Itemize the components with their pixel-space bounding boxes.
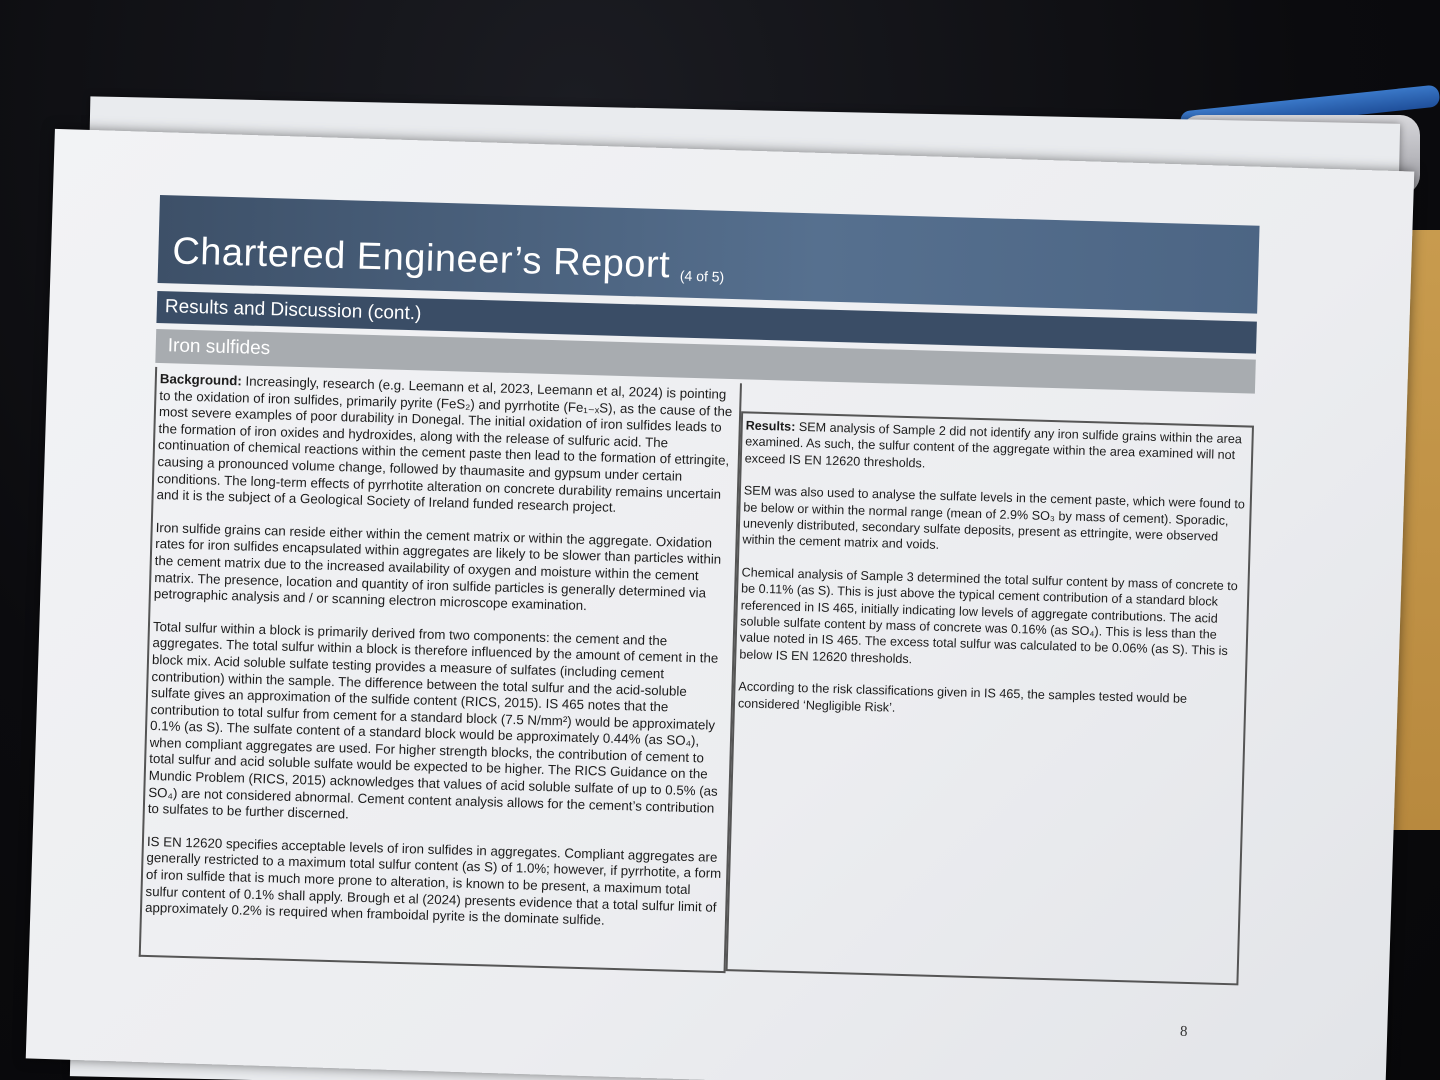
- left-paragraph-4: IS EN 12620 specifies acceptable levels of iron sulfides in aggregates. Compliant aggregates are generally restricted to a maximum total sulfur content (as S) of 1.0%; however, if pyrrhotite, a form of iron sulfide that is much more prone to alteration, is known to be present, a maximum total sulfur content of 0.1% shall apply. Brough et al (2024) presents evidence that a total sulfur limit of approximately 0.2% is required when framboidal pyrite is the dominate sulfide.: [144, 833, 722, 928]
- right-paragraph-4: According to the risk classifications given in IS 465, the samples tested would be considered ‘Negligible Risk’.: [737, 679, 1188, 715]
- section-heading: Results and Discussion (cont.): [156, 291, 1256, 354]
- page-of-label: (4 of 5): [679, 267, 725, 285]
- right-column: [725, 411, 1254, 985]
- results-label: Results:: [745, 418, 796, 434]
- background-text: Increasingly, research (e.g. Leemann et al, 2023, Leemann et al, 2024) is pointing to the oxidation of iron sulfides, primarily pyrite (FeS₂) and pyrrhotite (Fe₁₋ₓS), as the cause of the most severe examples of poor durability in Donegal. The initial oxidation of iron sulfides leads to the formation of iron oxides and hydroxides, along with the release of sulfuric acid. The continuation of chemical reactions within the cement paste then lead to the formation of ettringite, causing a pronounced volume change, followed by thaumasite and gypsum under certain conditions. The long-term effects of pyrrhotite alteration on concrete durability remains uncertain and it is the subject of a Geological Society of Ireland funded research project.: [156, 373, 733, 516]
- two-column-body: [139, 367, 1255, 987]
- report-page: [139, 195, 1260, 1041]
- page-number: 8: [1179, 1023, 1188, 1041]
- right-paragraph-2: SEM was also used to analyse the sulfate levels in the cement paste, which were found to be below or within the normal range (mean of 2.9% SO₃ by mass of cement). Sporadic, unevenly distributed, secondary sulfate deposits, present as ettringite, were observed within the cement matrix and voids.: [742, 483, 1246, 553]
- right-paragraph-3: Chemical analysis of Sample 3 determined the total sulfur content by mass of concrete to be 0.11% (as S). This is just above the typical cement contribution of a standard block referenced in IS 465, initially indicating low levels of aggregate contributions. The acid soluble sulfate content by mass of concrete was 0.16% (as SO₄). This is less than the value noted in IS 465. The excess total sulfur was calculated to be 0.06% (as S). This is below IS EN 12620 thresholds.: [739, 565, 1238, 667]
- left-paragraph-2: Iron sulfide grains can reside either within the cement matrix or within the aggregate. Oxidation rates for iron sulfides encapsulated within aggregates are likely to be slower than particles within the cement matrix due to the increased availability of oxygen and moisture within the cement matrix. The presence, location and quantity of iron sulfide particles is generally determined via petrographic analysis and / or scanning electron microscope examination.: [153, 519, 722, 614]
- left-paragraph-3: Total sulfur within a block is primarily derived from two components: the cement and the aggregates. The total sulfur within a block is therefore influenced by the amount of cement in the block mix. Acid soluble sulfate testing provides a measure of sulfates (including cement contribution) within the sample. The difference between the total sulfur and the acid-soluble sulfate gives an approximation of the sulfide content (RICS, 2015). IS 465 notes that the contribution to total sulfur from cement for a standard block (7.5 N/mm²) would be approximately 0.1% (as S). The sulfate content of a standard block would be approximately 0.44% (as SO₄), when compliant aggregates are used. For higher strength blocks, the contribution of cement to total sulfur and acid soluble sulfate would be expected to be higher. The RICS Guidance on the Mundic Problem (RICS, 2015) acknowledges that values of acid soluble sulfate of up to 0.5% (as SO₄) are not considered abnormal. Cement content analysis allows for the cement’s contribution to sulfates to be further discerned.: [147, 618, 719, 822]
- background-paragraph: [156, 371, 735, 520]
- results-paragraph: [745, 417, 1248, 480]
- left-column: [139, 367, 742, 973]
- subsection-heading: Iron sulfides: [155, 329, 1256, 394]
- results-text: SEM analysis of Sample 2 did not identify any iron sulfide grains within the area examined. As such, the sulfur content of the aggregate within the area examined will not exceed IS EN 12620 thresholds.: [744, 419, 1243, 471]
- background-label: Background:: [159, 371, 243, 389]
- report-title: Chartered Engineer’s Report: [171, 230, 671, 287]
